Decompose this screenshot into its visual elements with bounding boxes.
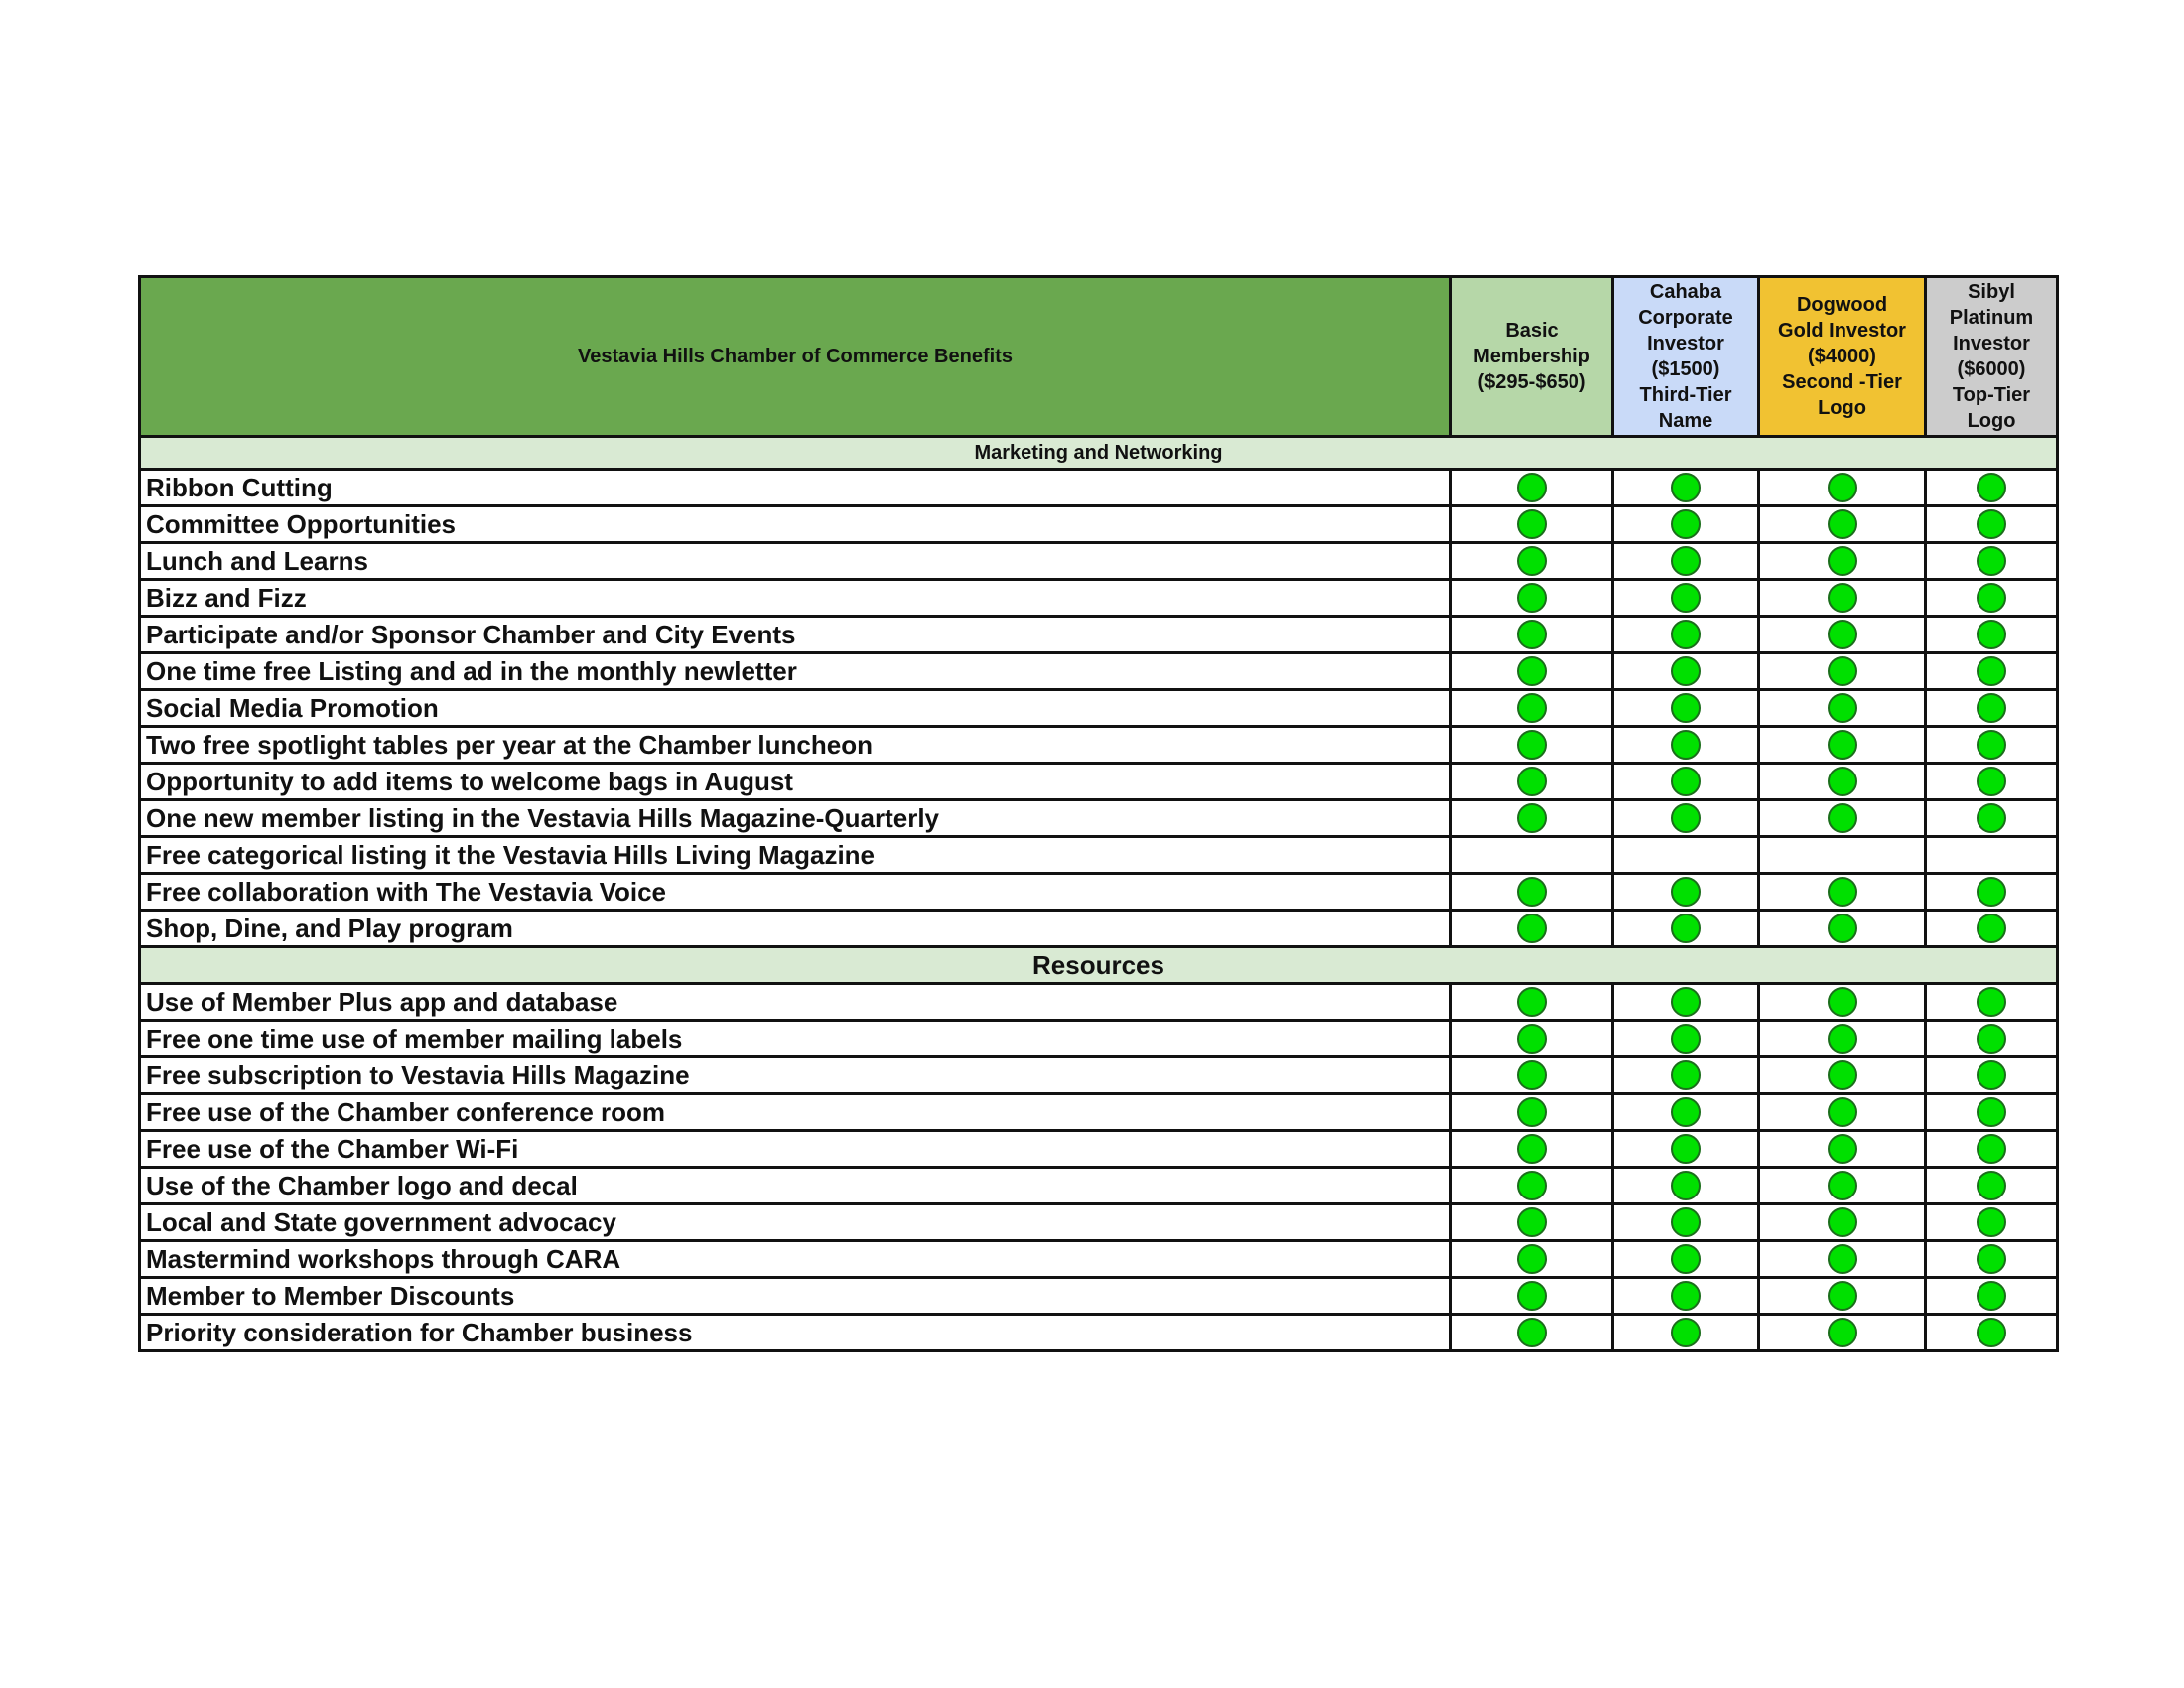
benefit-label: Use of the Chamber logo and decal	[140, 1168, 1451, 1204]
table-row	[140, 653, 2058, 690]
green-check-circle-icon	[1517, 1060, 1547, 1090]
tier-cell-cahaba	[1613, 1204, 1759, 1241]
tier-cell-dogwood	[1759, 1094, 1926, 1131]
green-check-circle-icon	[1828, 730, 1857, 760]
green-check-circle-icon	[1828, 877, 1857, 907]
table-row	[140, 1131, 2058, 1168]
tier-cell-dogwood	[1759, 543, 1926, 580]
green-check-circle-icon	[1671, 1134, 1701, 1164]
tier-cell-cahaba	[1613, 1168, 1759, 1204]
benefit-label: Priority consideration for Chamber business	[140, 1315, 1451, 1351]
green-check-circle-icon	[1671, 1024, 1701, 1054]
green-check-circle-icon	[1977, 914, 2006, 943]
green-check-circle-icon	[1517, 1281, 1547, 1311]
table-row	[140, 543, 2058, 580]
green-check-circle-icon	[1828, 1060, 1857, 1090]
green-check-circle-icon	[1828, 620, 1857, 649]
green-check-circle-icon	[1517, 1244, 1547, 1274]
green-check-circle-icon	[1977, 546, 2006, 576]
tier-cell-cahaba	[1613, 617, 1759, 653]
table-row	[140, 1278, 2058, 1315]
tier-cell-basic	[1451, 543, 1613, 580]
tier-cell-dogwood	[1759, 580, 1926, 617]
green-check-circle-icon	[1977, 877, 2006, 907]
tier-cell-basic	[1451, 470, 1613, 506]
benefit-label: One time free Listing and ad in the monthly newletter	[140, 653, 1451, 690]
green-check-circle-icon	[1828, 987, 1857, 1017]
green-check-circle-icon	[1828, 803, 1857, 833]
green-check-circle-icon	[1977, 620, 2006, 649]
tier-cell-sibyl	[1926, 1204, 2058, 1241]
green-check-circle-icon	[1671, 803, 1701, 833]
green-check-circle-icon	[1517, 656, 1547, 686]
tier-cell-cahaba	[1613, 1241, 1759, 1278]
green-check-circle-icon	[1828, 1097, 1857, 1127]
tier-cell-basic	[1451, 580, 1613, 617]
green-check-circle-icon	[1517, 473, 1547, 502]
tier-cell-basic	[1451, 837, 1613, 874]
tier-cell-cahaba	[1613, 1278, 1759, 1315]
benefit-label: Bizz and Fizz	[140, 580, 1451, 617]
green-check-circle-icon	[1671, 1097, 1701, 1127]
green-check-circle-icon	[1517, 1171, 1547, 1200]
green-check-circle-icon	[1671, 509, 1701, 539]
section-header-row	[140, 437, 2058, 470]
table-row	[140, 1168, 2058, 1204]
tier-header-sibyl: Sibyl Platinum Investor ($6000) Top-Tier Logo	[1926, 277, 2058, 437]
green-check-circle-icon	[1828, 583, 1857, 613]
green-check-circle-icon	[1671, 693, 1701, 723]
table-row	[140, 1204, 2058, 1241]
benefit-label: Free categorical listing it the Vestavia Hills Living Magazine	[140, 837, 1451, 874]
section-title: Resources	[140, 947, 2058, 984]
green-check-circle-icon	[1671, 730, 1701, 760]
green-check-circle-icon	[1828, 693, 1857, 723]
green-check-circle-icon	[1517, 1318, 1547, 1347]
green-check-circle-icon	[1977, 656, 2006, 686]
green-check-circle-icon	[1517, 1207, 1547, 1237]
tier-cell-dogwood	[1759, 1168, 1926, 1204]
tier-cell-sibyl	[1926, 470, 2058, 506]
tier-cell-sibyl	[1926, 617, 2058, 653]
tier-cell-dogwood	[1759, 800, 1926, 837]
green-check-circle-icon	[1828, 1207, 1857, 1237]
table-row	[140, 874, 2058, 911]
green-check-circle-icon	[1517, 803, 1547, 833]
green-check-circle-icon	[1977, 1024, 2006, 1054]
green-check-circle-icon	[1671, 1244, 1701, 1274]
tier-cell-cahaba	[1613, 800, 1759, 837]
tier-cell-basic	[1451, 1278, 1613, 1315]
tier-cell-sibyl	[1926, 1094, 2058, 1131]
benefit-label: Opportunity to add items to welcome bags in August	[140, 764, 1451, 800]
table-row	[140, 580, 2058, 617]
tier-cell-basic	[1451, 617, 1613, 653]
tier-cell-dogwood	[1759, 764, 1926, 800]
tier-cell-sibyl	[1926, 764, 2058, 800]
green-check-circle-icon	[1828, 509, 1857, 539]
tier-cell-sibyl	[1926, 874, 2058, 911]
tier-cell-cahaba	[1613, 690, 1759, 727]
green-check-circle-icon	[1671, 987, 1701, 1017]
tier-cell-basic	[1451, 1094, 1613, 1131]
table-row	[140, 617, 2058, 653]
tier-cell-dogwood	[1759, 911, 1926, 947]
green-check-circle-icon	[1828, 914, 1857, 943]
tier-cell-sibyl	[1926, 1131, 2058, 1168]
green-check-circle-icon	[1671, 1281, 1701, 1311]
green-check-circle-icon	[1517, 1024, 1547, 1054]
green-check-circle-icon	[1977, 767, 2006, 796]
table-title: Vestavia Hills Chamber of Commerce Benefits	[140, 277, 1451, 437]
green-check-circle-icon	[1517, 767, 1547, 796]
green-check-circle-icon	[1671, 620, 1701, 649]
table-row	[140, 1094, 2058, 1131]
green-check-circle-icon	[1517, 987, 1547, 1017]
tier-cell-cahaba	[1613, 1094, 1759, 1131]
table-row	[140, 727, 2058, 764]
tier-cell-dogwood	[1759, 1204, 1926, 1241]
tier-cell-dogwood	[1759, 1057, 1926, 1094]
table-row	[140, 1021, 2058, 1057]
green-check-circle-icon	[1671, 1207, 1701, 1237]
benefit-label: Two free spotlight tables per year at the Chamber luncheon	[140, 727, 1451, 764]
tier-cell-cahaba	[1613, 580, 1759, 617]
benefit-label: Mastermind workshops through CARA	[140, 1241, 1451, 1278]
benefit-label: One new member listing in the Vestavia Hills Magazine-Quarterly	[140, 800, 1451, 837]
tier-cell-sibyl	[1926, 984, 2058, 1021]
tier-cell-dogwood	[1759, 690, 1926, 727]
table-row	[140, 800, 2058, 837]
tier-cell-basic	[1451, 800, 1613, 837]
benefit-label: Free collaboration with The Vestavia Voice	[140, 874, 1451, 911]
tier-cell-basic	[1451, 1168, 1613, 1204]
green-check-circle-icon	[1977, 1281, 2006, 1311]
section-header-row	[140, 947, 2058, 984]
tier-cell-sibyl	[1926, 580, 2058, 617]
green-check-circle-icon	[1671, 1171, 1701, 1200]
tier-cell-basic	[1451, 690, 1613, 727]
green-check-circle-icon	[1671, 656, 1701, 686]
green-check-circle-icon	[1977, 509, 2006, 539]
benefit-label: Participate and/or Sponsor Chamber and City Events	[140, 617, 1451, 653]
benefit-label: Lunch and Learns	[140, 543, 1451, 580]
tier-cell-sibyl	[1926, 1057, 2058, 1094]
green-check-circle-icon	[1828, 473, 1857, 502]
tier-cell-sibyl	[1926, 1021, 2058, 1057]
tier-cell-basic	[1451, 911, 1613, 947]
tier-cell-cahaba	[1613, 911, 1759, 947]
tier-cell-cahaba	[1613, 506, 1759, 543]
green-check-circle-icon	[1517, 693, 1547, 723]
green-check-circle-icon	[1977, 1207, 2006, 1237]
tier-cell-dogwood	[1759, 617, 1926, 653]
benefit-label: Local and State government advocacy	[140, 1204, 1451, 1241]
green-check-circle-icon	[1517, 620, 1547, 649]
tier-cell-cahaba	[1613, 837, 1759, 874]
tier-cell-sibyl	[1926, 1241, 2058, 1278]
tier-cell-dogwood	[1759, 727, 1926, 764]
tier-cell-cahaba	[1613, 727, 1759, 764]
table-row	[140, 690, 2058, 727]
green-check-circle-icon	[1517, 1134, 1547, 1164]
tier-header-dogwood: Dogwood Gold Investor ($4000) Second -Tier Logo	[1759, 277, 1926, 437]
tier-header-basic: Basic Membership ($295-$650)	[1451, 277, 1613, 437]
benefit-label: Free use of the Chamber Wi-Fi	[140, 1131, 1451, 1168]
benefit-label: Shop, Dine, and Play program	[140, 911, 1451, 947]
tier-cell-sibyl	[1926, 727, 2058, 764]
tier-cell-cahaba	[1613, 653, 1759, 690]
green-check-circle-icon	[1977, 583, 2006, 613]
tier-cell-basic	[1451, 1131, 1613, 1168]
tier-cell-dogwood	[1759, 1021, 1926, 1057]
tier-cell-dogwood	[1759, 653, 1926, 690]
green-check-circle-icon	[1977, 1318, 2006, 1347]
benefits-table	[138, 275, 2059, 1352]
green-check-circle-icon	[1517, 546, 1547, 576]
tier-cell-dogwood	[1759, 506, 1926, 543]
benefit-label: Member to Member Discounts	[140, 1278, 1451, 1315]
tier-cell-dogwood	[1759, 874, 1926, 911]
tier-cell-cahaba	[1613, 1131, 1759, 1168]
table-row	[140, 911, 2058, 947]
table-row	[140, 1057, 2058, 1094]
tier-cell-sibyl	[1926, 800, 2058, 837]
green-check-circle-icon	[1828, 1171, 1857, 1200]
table-row	[140, 837, 2058, 874]
green-check-circle-icon	[1828, 1024, 1857, 1054]
tier-cell-sibyl	[1926, 837, 2058, 874]
green-check-circle-icon	[1517, 877, 1547, 907]
benefit-label: Social Media Promotion	[140, 690, 1451, 727]
green-check-circle-icon	[1671, 546, 1701, 576]
green-check-circle-icon	[1671, 473, 1701, 502]
green-check-circle-icon	[1828, 767, 1857, 796]
green-check-circle-icon	[1517, 730, 1547, 760]
green-check-circle-icon	[1828, 656, 1857, 686]
green-check-circle-icon	[1517, 914, 1547, 943]
green-check-circle-icon	[1977, 1134, 2006, 1164]
tier-cell-cahaba	[1613, 764, 1759, 800]
table-row	[140, 764, 2058, 800]
green-check-circle-icon	[1671, 1060, 1701, 1090]
green-check-circle-icon	[1671, 767, 1701, 796]
benefit-label: Committee Opportunities	[140, 506, 1451, 543]
tier-cell-cahaba	[1613, 470, 1759, 506]
green-check-circle-icon	[1977, 987, 2006, 1017]
green-check-circle-icon	[1977, 730, 2006, 760]
tier-cell-cahaba	[1613, 1021, 1759, 1057]
tier-cell-sibyl	[1926, 690, 2058, 727]
green-check-circle-icon	[1977, 693, 2006, 723]
section-title: Marketing and Networking	[140, 437, 2058, 470]
tier-cell-sibyl	[1926, 506, 2058, 543]
tier-cell-cahaba	[1613, 984, 1759, 1021]
tier-cell-basic	[1451, 1021, 1613, 1057]
tier-cell-cahaba	[1613, 1315, 1759, 1351]
green-check-circle-icon	[1671, 877, 1701, 907]
tier-cell-dogwood	[1759, 1241, 1926, 1278]
green-check-circle-icon	[1828, 1318, 1857, 1347]
table-row	[140, 1315, 2058, 1351]
tier-cell-sibyl	[1926, 911, 2058, 947]
tier-cell-basic	[1451, 727, 1613, 764]
table-row	[140, 1241, 2058, 1278]
tier-cell-dogwood	[1759, 470, 1926, 506]
green-check-circle-icon	[1977, 1171, 2006, 1200]
header-row	[140, 277, 2058, 437]
tier-cell-cahaba	[1613, 874, 1759, 911]
table-row	[140, 470, 2058, 506]
green-check-circle-icon	[1517, 583, 1547, 613]
tier-cell-sibyl	[1926, 1315, 2058, 1351]
green-check-circle-icon	[1517, 1097, 1547, 1127]
green-check-circle-icon	[1977, 803, 2006, 833]
tier-cell-sibyl	[1926, 1278, 2058, 1315]
tier-header-cahaba: Cahaba Corporate Investor ($1500) Third-Tier Name	[1613, 277, 1759, 437]
tier-cell-sibyl	[1926, 1168, 2058, 1204]
table-row	[140, 506, 2058, 543]
tier-cell-basic	[1451, 1204, 1613, 1241]
tier-cell-basic	[1451, 984, 1613, 1021]
table-row	[140, 984, 2058, 1021]
green-check-circle-icon	[1671, 914, 1701, 943]
tier-cell-cahaba	[1613, 543, 1759, 580]
tier-cell-sibyl	[1926, 653, 2058, 690]
green-check-circle-icon	[1671, 583, 1701, 613]
tier-cell-dogwood	[1759, 1278, 1926, 1315]
tier-cell-dogwood	[1759, 837, 1926, 874]
tier-cell-dogwood	[1759, 984, 1926, 1021]
table-body	[140, 437, 2058, 1351]
tier-cell-cahaba	[1613, 1057, 1759, 1094]
green-check-circle-icon	[1671, 1318, 1701, 1347]
benefit-label: Use of Member Plus app and database	[140, 984, 1451, 1021]
tier-cell-dogwood	[1759, 1315, 1926, 1351]
tier-cell-basic	[1451, 1057, 1613, 1094]
green-check-circle-icon	[1828, 1244, 1857, 1274]
green-check-circle-icon	[1977, 473, 2006, 502]
green-check-circle-icon	[1828, 1281, 1857, 1311]
green-check-circle-icon	[1977, 1060, 2006, 1090]
tier-cell-dogwood	[1759, 1131, 1926, 1168]
green-check-circle-icon	[1828, 546, 1857, 576]
green-check-circle-icon	[1828, 1134, 1857, 1164]
benefit-label: Free one time use of member mailing labels	[140, 1021, 1451, 1057]
benefit-label: Free use of the Chamber conference room	[140, 1094, 1451, 1131]
tier-cell-basic	[1451, 1241, 1613, 1278]
benefit-label: Ribbon Cutting	[140, 470, 1451, 506]
tier-cell-basic	[1451, 506, 1613, 543]
tier-cell-basic	[1451, 1315, 1613, 1351]
tier-cell-sibyl	[1926, 543, 2058, 580]
benefit-label: Free subscription to Vestavia Hills Magazine	[140, 1057, 1451, 1094]
tier-cell-basic	[1451, 874, 1613, 911]
tier-cell-basic	[1451, 653, 1613, 690]
green-check-circle-icon	[1977, 1244, 2006, 1274]
green-check-circle-icon	[1517, 509, 1547, 539]
tier-cell-basic	[1451, 764, 1613, 800]
green-check-circle-icon	[1977, 1097, 2006, 1127]
